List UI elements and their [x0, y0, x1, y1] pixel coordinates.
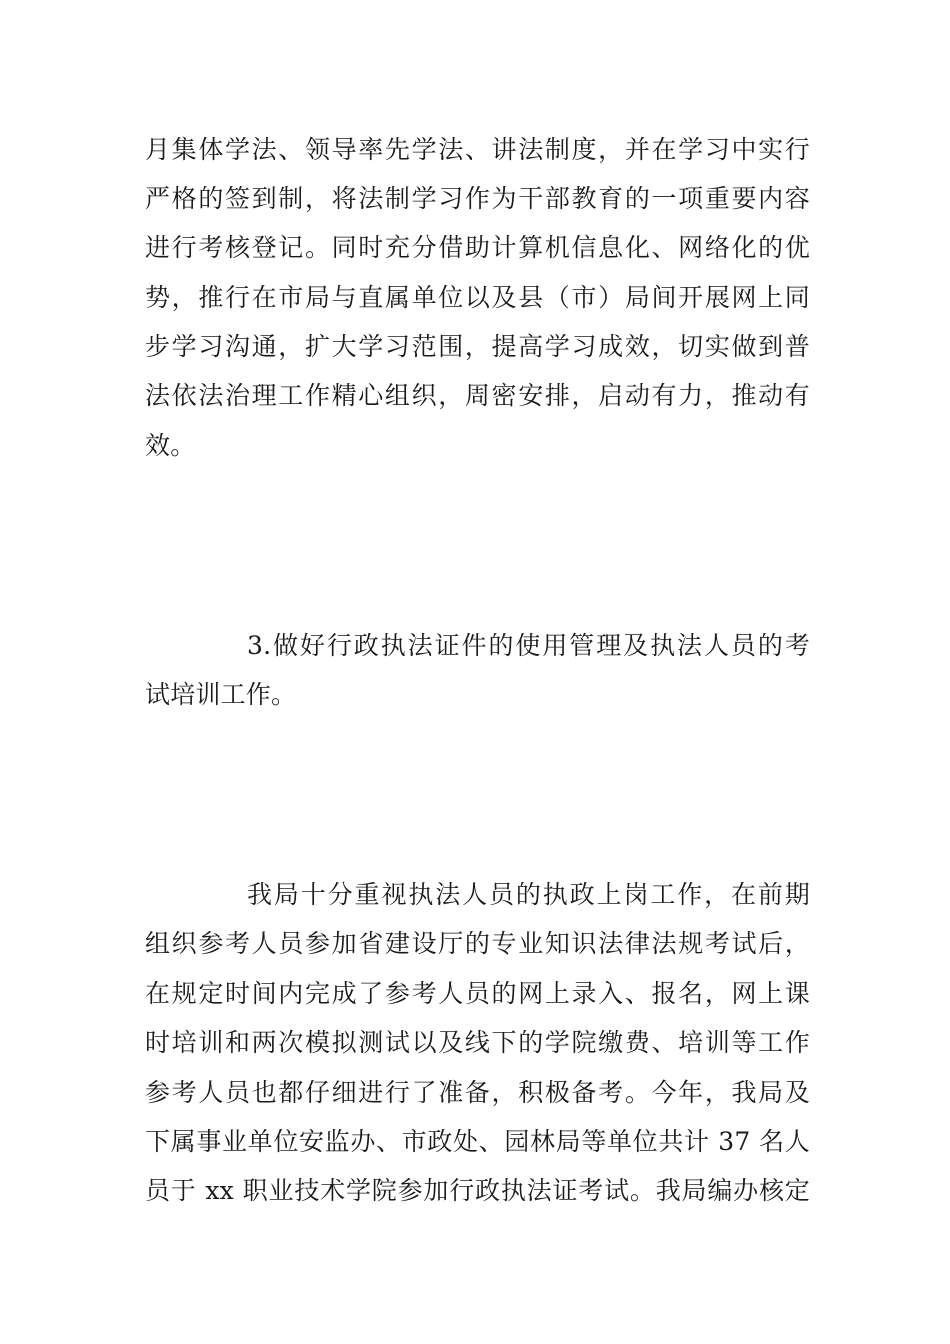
paragraph-1-line-3: 进行考核登记。同时充分借助计算机信息化、网络化的优	[145, 233, 810, 262]
paragraph-2-line-6: 下属事业单位安监办、市政处、园林局等单位共计 37 名人	[145, 1127, 810, 1156]
paragraph-2-line-7: 员于 xx 职业技术学院参加行政执法证考试。我局编办核定	[145, 1176, 810, 1205]
paragraph-1-line-7: 效。	[145, 431, 196, 460]
paragraph-2-line-3: 在规定时间内完成了参考人员的网上录入、报名，网上课	[145, 979, 810, 1008]
paragraph-1-line-5: 步学习沟通，扩大学习范围，提高学习成效，切实做到普	[145, 332, 810, 361]
paragraph-1-line-2: 严格的签到制，将法制学习作为干部教育的一项重要内容	[145, 184, 810, 213]
paragraph-2-line-5: 参考人员也都仔细进行了准备，积极备考。今年，我局及	[145, 1078, 810, 1107]
section-heading-3-line-1: 3.做好行政执法证件的使用管理及执法人员的考	[247, 631, 810, 660]
paragraph-1-line-6: 法依法治理工作精心组织，周密安排，启动有力，推动有	[145, 381, 810, 410]
paragraph-2-line-2: 组织参考人员参加省建设厅的专业知识法律法规考试后，	[145, 929, 810, 958]
paragraph-1-line-1: 月集体学法、领导率先学法、讲法制度，并在学习中实行	[145, 135, 810, 164]
paragraph-2-line-1: 我局十分重视执法人员的执政上岗工作，在前期	[247, 880, 810, 909]
section-heading-3-line-2: 试培训工作。	[145, 680, 297, 709]
paragraph-1-line-4: 势，推行在市局与直属单位以及县（市）局间开展网上同	[145, 283, 810, 312]
paragraph-2-line-4: 时培训和两次模拟测试以及线下的学院缴费、培训等工作	[145, 1028, 810, 1057]
